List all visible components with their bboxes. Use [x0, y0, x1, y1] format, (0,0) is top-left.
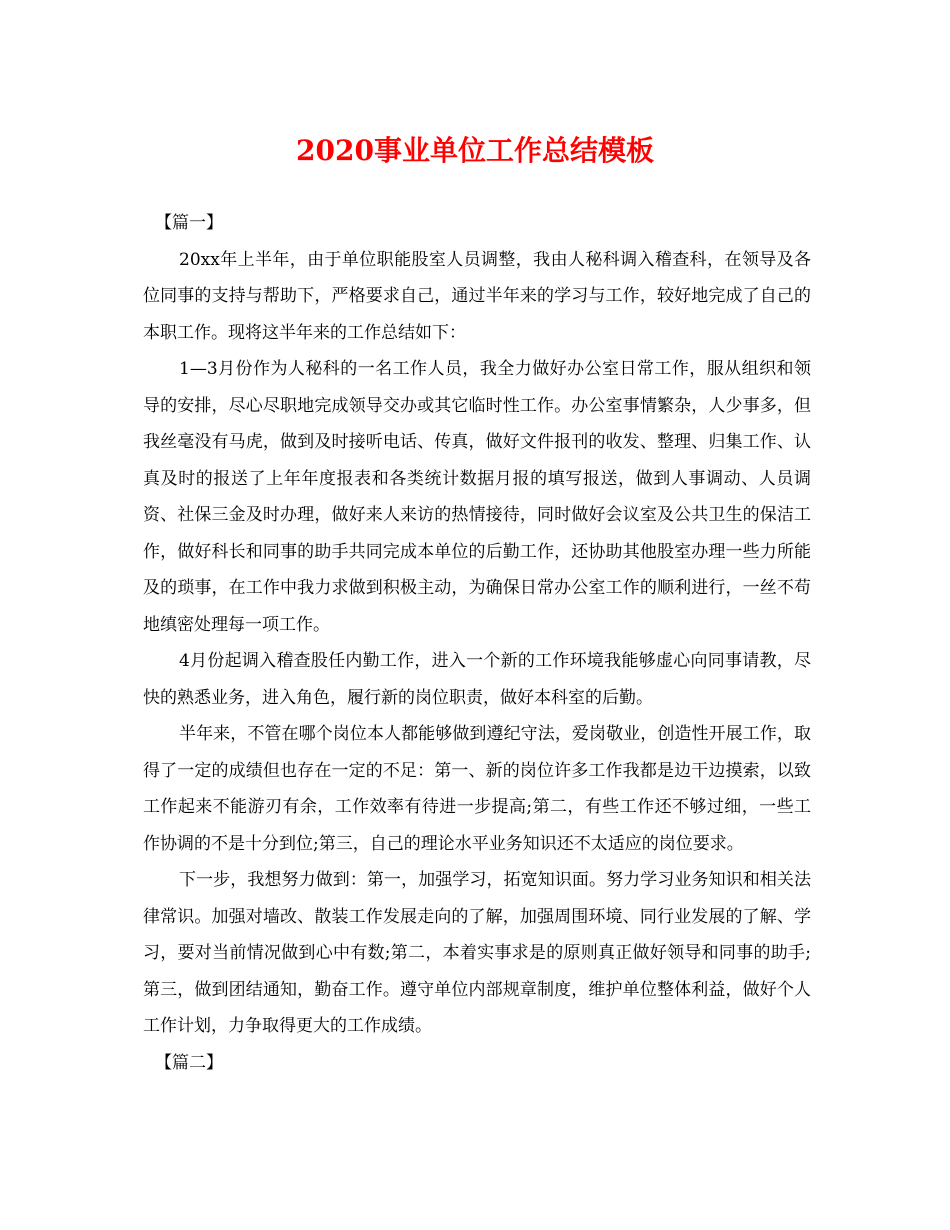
paragraph: 1—3月份作为人秘科的一名工作人员，我全力做好办公室日常工作，服从组织和领导的安排，尽心尽职地完成领导交办或其它临时性工作。办公室事情繁杂，人少事多，但我丝毫没有马虎，做到及时接听电话、传真，做好文件报刊的收发、整理、归集工作、认真及时的报送了上年年度报表和各类统计数据月报的填写报送，做到人事调动、人员调资、社保三金及时办理，做好来人来访的热情接待，同时做好会议室及公共卫生的保洁工作，做好科长和同事的助手共同完成本单位的后勤工作，还协助其他股室办理一些力所能及的琐事，在工作中我力求做到积极主动，为确保日常办公室工作的顺利进行，一丝不苟地缜密处理每一项工作。 — [143, 359, 811, 635]
document-body — [143, 205, 811, 1081]
document-title: 2020事业单位工作总结模板 — [296, 134, 654, 167]
paragraph: 20xx年上半年，由于单位职能股室人员调整，我由人秘科调入稽查科，在领导及各位同事的支持与帮助下，严格要求自己，通过半年来的学习与工作，较好地完成了自己的本职工作。现将这半年来的工作总结如下： — [143, 249, 811, 343]
paragraph: 半年来，不管在哪个岗位本人都能够做到遵纪守法，爱岗敬业，创造性开展工作，取得了一定的成绩但也存在一定的不足：第一、新的岗位许多工作我都是边干边摸索，以致工作起来不能游刃有余，工作效率有待进一步提高;第二，有些工作还不够过细，一些工作协调的不是十分到位;第三，自己的理论水平业务知识还不太适应的岗位要求。 — [143, 724, 811, 854]
section-heading-1: 【篇一】 — [155, 213, 223, 233]
paragraph: 4月份起调入稽查股任内勤工作，进入一个新的工作环境我能够虚心向同事请教，尽快的熟悉业务，进入角色，履行新的岗位职责，做好本科室的后勤。 — [143, 651, 811, 708]
section-heading-2: 【篇二】 — [155, 1052, 223, 1073]
paragraph: 下一步，我想努力做到：第一，加强学习，拓宽知识面。努力学习业务知识和相关法律常识。加强对墙改、散装工作发展走向的了解，加强周围环境、同行业发展的了解、学习，要对当前情况做到心中有数;第二，本着实事求是的原则真正做好领导和同事的助手;第三，做到团结通知，勤奋工作。遵守单位内部规章制度，维护单位整体利益，做好个人工作计划，力争取得更大的工作成绩。 — [143, 870, 811, 1036]
